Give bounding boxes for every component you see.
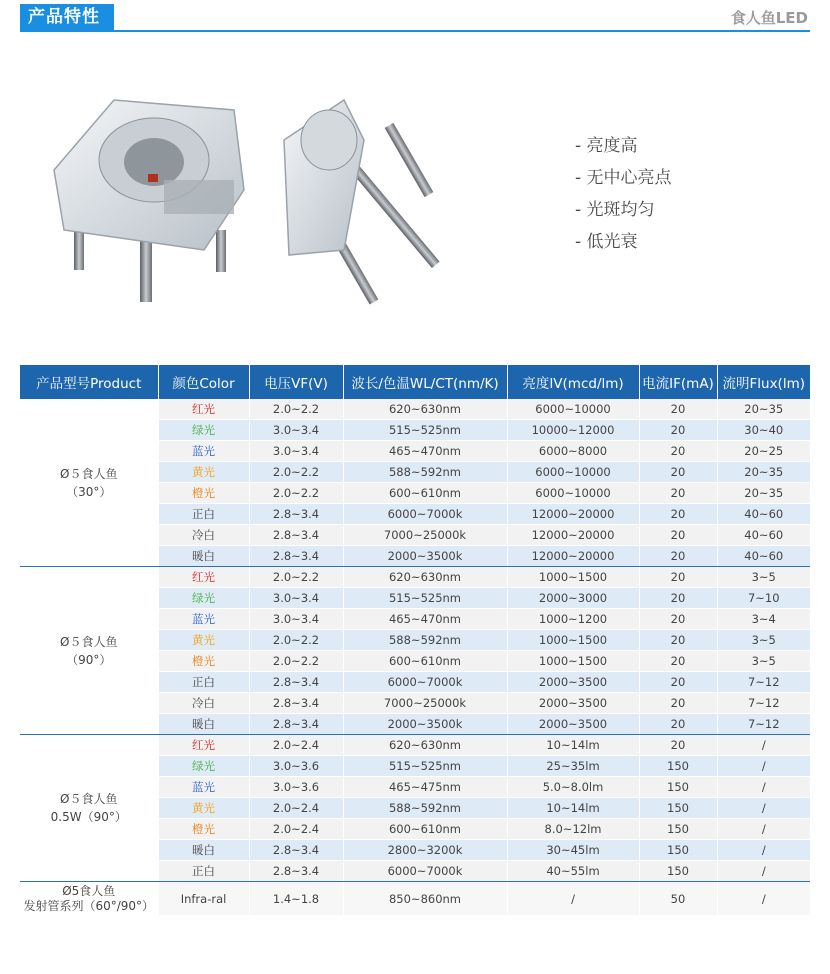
column-header: 电流IF(mA): [639, 365, 717, 399]
product-model-line: （90°）: [66, 652, 112, 667]
led-side-view: [284, 100, 440, 304]
value-cell: /: [717, 777, 810, 798]
value-cell: 12000~20000: [507, 525, 639, 546]
value-cell: 515~525nm: [343, 588, 507, 609]
table-row: [20, 567, 810, 588]
value-cell: 7~12: [717, 714, 810, 735]
color-cell: 暖白: [158, 714, 249, 735]
value-cell: 20: [639, 567, 717, 588]
value-cell: 1.4~1.8: [249, 882, 343, 916]
column-header: 颜色Color: [158, 365, 249, 399]
column-header: 流明Flux(lm): [717, 365, 810, 399]
value-cell: 7~10: [717, 588, 810, 609]
color-cell: 正白: [158, 504, 249, 525]
value-cell: 150: [639, 756, 717, 777]
value-cell: /: [507, 882, 639, 916]
value-cell: 3.0~3.4: [249, 420, 343, 441]
value-cell: 2.0~2.4: [249, 819, 343, 840]
feature-item: - 亮度高: [575, 136, 638, 156]
product-model-line: 发射管系列（60°/90°）: [23, 898, 155, 913]
value-cell: 6000~8000: [507, 441, 639, 462]
value-cell: 465~470nm: [343, 609, 507, 630]
value-cell: 620~630nm: [343, 399, 507, 420]
color-cell: 红光: [158, 567, 249, 588]
value-cell: 6000~10000: [507, 483, 639, 504]
value-cell: 2000~3500k: [343, 546, 507, 567]
value-cell: 10~14lm: [507, 735, 639, 756]
product-model-cell: [20, 882, 158, 916]
value-cell: 2000~3500: [507, 672, 639, 693]
value-cell: 6000~7000k: [343, 861, 507, 882]
value-cell: 600~610nm: [343, 819, 507, 840]
value-cell: 620~630nm: [343, 567, 507, 588]
value-cell: 20: [639, 693, 717, 714]
spec-table: [20, 365, 810, 916]
product-model-cell: [20, 399, 158, 567]
value-cell: 3.0~3.6: [249, 777, 343, 798]
product-model-line: 0.5W（90°）: [50, 810, 127, 824]
value-cell: 6000~10000: [507, 462, 639, 483]
value-cell: 2.8~3.4: [249, 840, 343, 861]
value-cell: 465~470nm: [343, 441, 507, 462]
value-cell: 20: [639, 462, 717, 483]
value-cell: 20: [639, 546, 717, 567]
value-cell: 2.8~3.4: [249, 693, 343, 714]
value-cell: 20: [639, 735, 717, 756]
product-model-line: （30°）: [66, 484, 112, 499]
value-cell: 2.0~2.2: [249, 399, 343, 420]
value-cell: 20: [639, 399, 717, 420]
value-cell: 2.0~2.2: [249, 651, 343, 672]
value-cell: 3.0~3.4: [249, 609, 343, 630]
value-cell: 6000~10000: [507, 399, 639, 420]
value-cell: 12000~20000: [507, 546, 639, 567]
value-cell: 2000~3000: [507, 588, 639, 609]
value-cell: 588~592nm: [343, 462, 507, 483]
value-cell: /: [717, 819, 810, 840]
value-cell: 1000~1200: [507, 609, 639, 630]
product-model-line: Ø５食人鱼: [60, 466, 118, 481]
color-cell: 绿光: [158, 420, 249, 441]
value-cell: 150: [639, 798, 717, 819]
value-cell: /: [717, 756, 810, 777]
value-cell: 20: [639, 483, 717, 504]
column-header: 电压VF(V): [249, 365, 343, 399]
color-cell: 黄光: [158, 630, 249, 651]
value-cell: 8.0~12lm: [507, 819, 639, 840]
value-cell: 3.0~3.4: [249, 441, 343, 462]
value-cell: 20~35: [717, 462, 810, 483]
color-cell: 黄光: [158, 798, 249, 819]
color-cell: 正白: [158, 672, 249, 693]
value-cell: 20: [639, 441, 717, 462]
color-cell: 冷白: [158, 693, 249, 714]
value-cell: 20: [639, 630, 717, 651]
value-cell: 588~592nm: [343, 630, 507, 651]
value-cell: 2.8~3.4: [249, 672, 343, 693]
value-cell: 40~60: [717, 525, 810, 546]
value-cell: 7~12: [717, 672, 810, 693]
table-row: [20, 399, 810, 420]
value-cell: 3.0~3.4: [249, 588, 343, 609]
value-cell: 465~475nm: [343, 777, 507, 798]
color-cell: 绿光: [158, 588, 249, 609]
value-cell: 3.0~3.6: [249, 756, 343, 777]
color-cell: 正白: [158, 861, 249, 882]
value-cell: 3~4: [717, 609, 810, 630]
value-cell: 6000~7000k: [343, 504, 507, 525]
value-cell: /: [717, 798, 810, 819]
color-cell: 黄光: [158, 462, 249, 483]
value-cell: 2800~3200k: [343, 840, 507, 861]
column-header: 产品型号Product: [20, 365, 158, 399]
value-cell: 6000~7000k: [343, 672, 507, 693]
brand-label: 食人鱼LED: [730, 9, 808, 27]
value-cell: 20: [639, 420, 717, 441]
value-cell: 3~5: [717, 651, 810, 672]
feature-item: - 低光衰: [575, 232, 638, 252]
value-cell: 620~630nm: [343, 735, 507, 756]
product-model-line: Ø５食人鱼: [60, 792, 118, 806]
color-cell: 橙光: [158, 483, 249, 504]
product-model-line: Ø5食人鱼: [62, 883, 116, 898]
color-cell: 橙光: [158, 651, 249, 672]
value-cell: 20: [639, 651, 717, 672]
value-cell: 40~60: [717, 504, 810, 525]
value-cell: /: [717, 861, 810, 882]
value-cell: 150: [639, 861, 717, 882]
value-cell: 20: [639, 672, 717, 693]
value-cell: 2000~3500k: [343, 714, 507, 735]
value-cell: /: [717, 840, 810, 861]
table-header-row: [20, 365, 810, 399]
value-cell: 515~525nm: [343, 420, 507, 441]
value-cell: 20~35: [717, 483, 810, 504]
value-cell: 20: [639, 714, 717, 735]
value-cell: 7000~25000k: [343, 693, 507, 714]
value-cell: 2.8~3.4: [249, 861, 343, 882]
value-cell: 850~860nm: [343, 882, 507, 916]
color-cell: 绿光: [158, 756, 249, 777]
product-model-line: Ø５食人鱼: [60, 634, 118, 649]
color-cell: 暖白: [158, 840, 249, 861]
value-cell: 20~25: [717, 441, 810, 462]
table-row: [20, 735, 810, 756]
value-cell: 150: [639, 777, 717, 798]
value-cell: 5.0~8.0lm: [507, 777, 639, 798]
value-cell: 30~40: [717, 420, 810, 441]
color-cell: 橙光: [158, 819, 249, 840]
value-cell: 20~35: [717, 399, 810, 420]
value-cell: 40~55lm: [507, 861, 639, 882]
product-model-cell: [20, 567, 158, 735]
value-cell: 7~12: [717, 693, 810, 714]
value-cell: 20: [639, 588, 717, 609]
value-cell: 2.0~2.2: [249, 483, 343, 504]
column-header: 波长/色温WL/CT(nm/K): [343, 365, 507, 399]
value-cell: 1000~1500: [507, 567, 639, 588]
value-cell: 12000~20000: [507, 504, 639, 525]
value-cell: 2.0~2.4: [249, 798, 343, 819]
color-cell: 冷白: [158, 525, 249, 546]
value-cell: 150: [639, 840, 717, 861]
column-header: 亮度IV(mcd/lm): [507, 365, 639, 399]
value-cell: 30~45lm: [507, 840, 639, 861]
value-cell: 2.0~2.4: [249, 735, 343, 756]
value-cell: 25~35lm: [507, 756, 639, 777]
value-cell: 40~60: [717, 546, 810, 567]
value-cell: 10000~12000: [507, 420, 639, 441]
feature-list: [575, 130, 672, 258]
product-model-cell: [20, 735, 158, 882]
value-cell: 20: [639, 504, 717, 525]
value-cell: 2.8~3.4: [249, 546, 343, 567]
led-front-view: [54, 100, 244, 302]
value-cell: 2000~3500: [507, 714, 639, 735]
value-cell: 2.0~2.2: [249, 462, 343, 483]
value-cell: 3~5: [717, 630, 810, 651]
table-row-infrared: [20, 882, 810, 916]
value-cell: /: [717, 735, 810, 756]
feature-item: - 无中心亮点: [575, 168, 672, 188]
value-cell: 3~5: [717, 567, 810, 588]
feature-item: - 光斑均匀: [575, 200, 655, 220]
color-cell: 蓝光: [158, 609, 249, 630]
value-cell: 2.0~2.2: [249, 567, 343, 588]
value-cell: 2.8~3.4: [249, 525, 343, 546]
value-cell: Infra-ral: [158, 882, 249, 916]
value-cell: 588~592nm: [343, 798, 507, 819]
value-cell: 1000~1500: [507, 630, 639, 651]
section-title: 产品特性: [20, 4, 114, 30]
color-cell: 红光: [158, 399, 249, 420]
value-cell: 7000~25000k: [343, 525, 507, 546]
color-cell: 蓝光: [158, 777, 249, 798]
value-cell: 2.8~3.4: [249, 714, 343, 735]
value-cell: 20: [639, 525, 717, 546]
value-cell: 600~610nm: [343, 483, 507, 504]
product-photo: [44, 80, 484, 320]
value-cell: 1000~1500: [507, 651, 639, 672]
value-cell: 20: [639, 609, 717, 630]
color-cell: 暖白: [158, 546, 249, 567]
value-cell: 2.8~3.4: [249, 504, 343, 525]
value-cell: 50: [639, 882, 717, 916]
value-cell: 600~610nm: [343, 651, 507, 672]
color-cell: 蓝光: [158, 441, 249, 462]
value-cell: /: [717, 882, 810, 916]
table-body: [20, 399, 810, 916]
color-cell: 红光: [158, 735, 249, 756]
value-cell: 2000~3500: [507, 693, 639, 714]
value-cell: 2.0~2.2: [249, 630, 343, 651]
value-cell: 515~525nm: [343, 756, 507, 777]
section-header: [20, 4, 810, 32]
value-cell: 10~14lm: [507, 798, 639, 819]
value-cell: 150: [639, 819, 717, 840]
